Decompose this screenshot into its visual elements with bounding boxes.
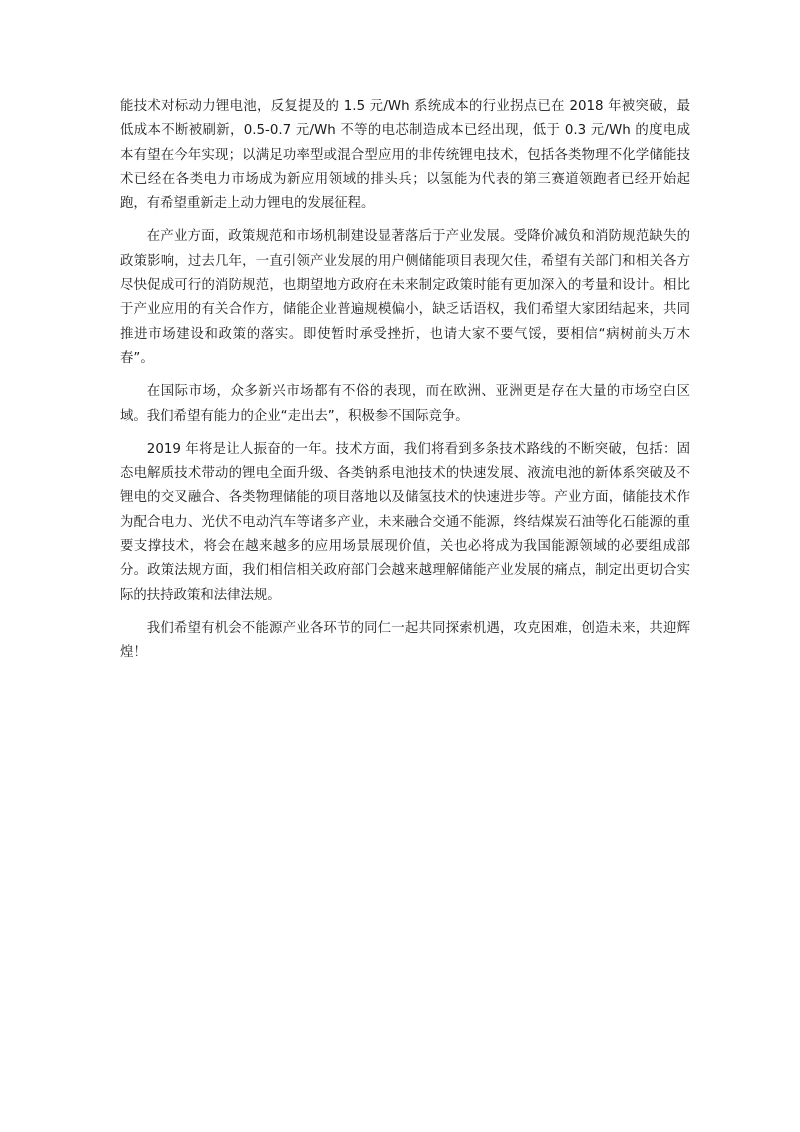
document-body bbox=[120, 95, 690, 675]
paragraph-4: 2019 年将是让人振奋的一年。技术方面，我们将看到多条技术路线的不断突破，包括：固态电解质技术带动的锂电全面升级、各类钠系电池技术的快速发展、液流电池的新体系突破及不锂电的交叉融合、各类物理储能的项目落地以及储氢技术的快速进步等。产业方面，储能技术作为配合电力、光伏不电动汽车等诸多产业，未来融合交通不能源，终结煤炭石油等化石能源的重要支撑技术，将会在越来越多的应用场景展现价值，关也必将成为我国能源领域的必要组成部分。政策法规方面，我们相信相关政府部门会越来越理解储能产业发展的痛点，制定出更切合实际的扶持政策和法律法规。 bbox=[120, 441, 690, 603]
paragraph-5: 我们希望有机会不能源产业各环节的同仁一起共同探索机遇，攻克困难，创造未来，共迎辉煌！ bbox=[120, 620, 690, 661]
paragraph-2: 在产业方面，政策规范和市场机制建设显著落后于产业发展。受降价减负和消防规范缺失的政策影响，过去几年，一直引领产业发展的用户侧储能项目表现欠佳，希望有关部门和相关各方尽快促成可行的消防规范，也期望地方政府在未来制定政策时能有更加深入的考量和设计。相比于产业应用的有关合作方，储能企业普遍规模偏小，缺乏话语权，我们希望大家团结起来，共同推进市场建设和政策的落实。即使暂时承受挫折，也请大家不要气馁，要相信“病树前头万木春”。 bbox=[120, 229, 690, 366]
paragraph-1: 能技术对标动力锂电池，反复提及的 1.5 元/Wh 系统成本的行业拐点已在 2018 年被突破，最低成本不断被刷新，0.5-0.7 元/Wh 不等的电芯制造成本已经出现，低于 0.3 元/Wh 的度电成本有望在今年实现；以满足功率型或混合型应用的非传统锂电技术，包括各类物理不化学储能技术已经在各类电力市场成为新应用领域的排头兵；以氢能为代表的第三赛道领跑者已经开始起跑，有希望重新走上动力锂电的发展征程。 bbox=[120, 99, 690, 212]
paragraph-3: 在国际市场，众多新兴市场都有不俗的表现，而在欧洲、亚洲更是存在大量的市场空白区域。我们希望有能力的企业“走出去”，积极参不国际竞争。 bbox=[120, 384, 690, 424]
